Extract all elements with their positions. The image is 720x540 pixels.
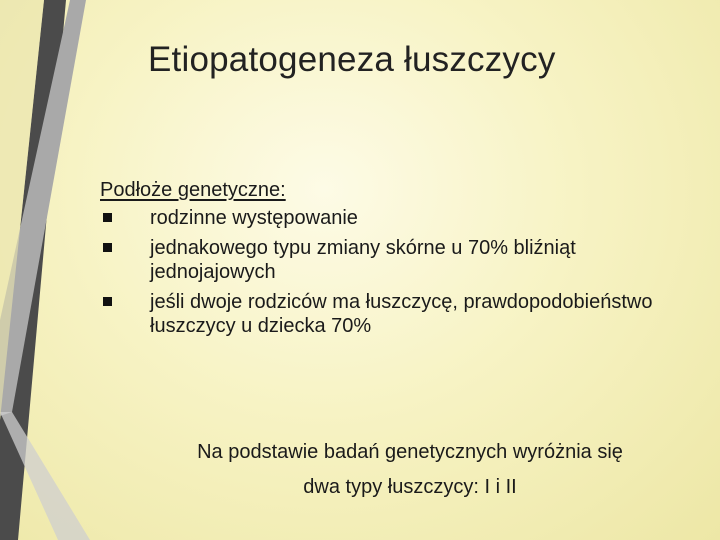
- footnote-line-2: dwa typy łuszczycy: I i II: [303, 476, 517, 498]
- slide-title: Etiopatogeneza łuszczycy: [148, 40, 556, 79]
- list-item: [100, 206, 660, 230]
- footnote-line-1: Na podstawie badań genetycznych wyróżnia się: [197, 441, 623, 463]
- list-item: [100, 236, 660, 285]
- subheading: Podłoże genetyczne:: [100, 179, 286, 201]
- bullet-text: rodzinne występowanie: [150, 207, 358, 230]
- footnote: [150, 435, 670, 505]
- bullet-text: jeśli dwoje rodziców ma łuszczycę, prawdopodobieństwo łuszczycy u dziecka 70%: [150, 290, 653, 337]
- square-bullet-icon: [103, 213, 112, 222]
- square-bullet-icon: [103, 297, 112, 306]
- bullet-list: [100, 206, 660, 338]
- square-bullet-icon: [103, 243, 112, 252]
- list-item: [100, 290, 660, 339]
- content-block: [100, 178, 660, 343]
- bullet-text: jednakowego typu zmiany skórne u 70% bliźniąt jednojajowych: [150, 236, 576, 284]
